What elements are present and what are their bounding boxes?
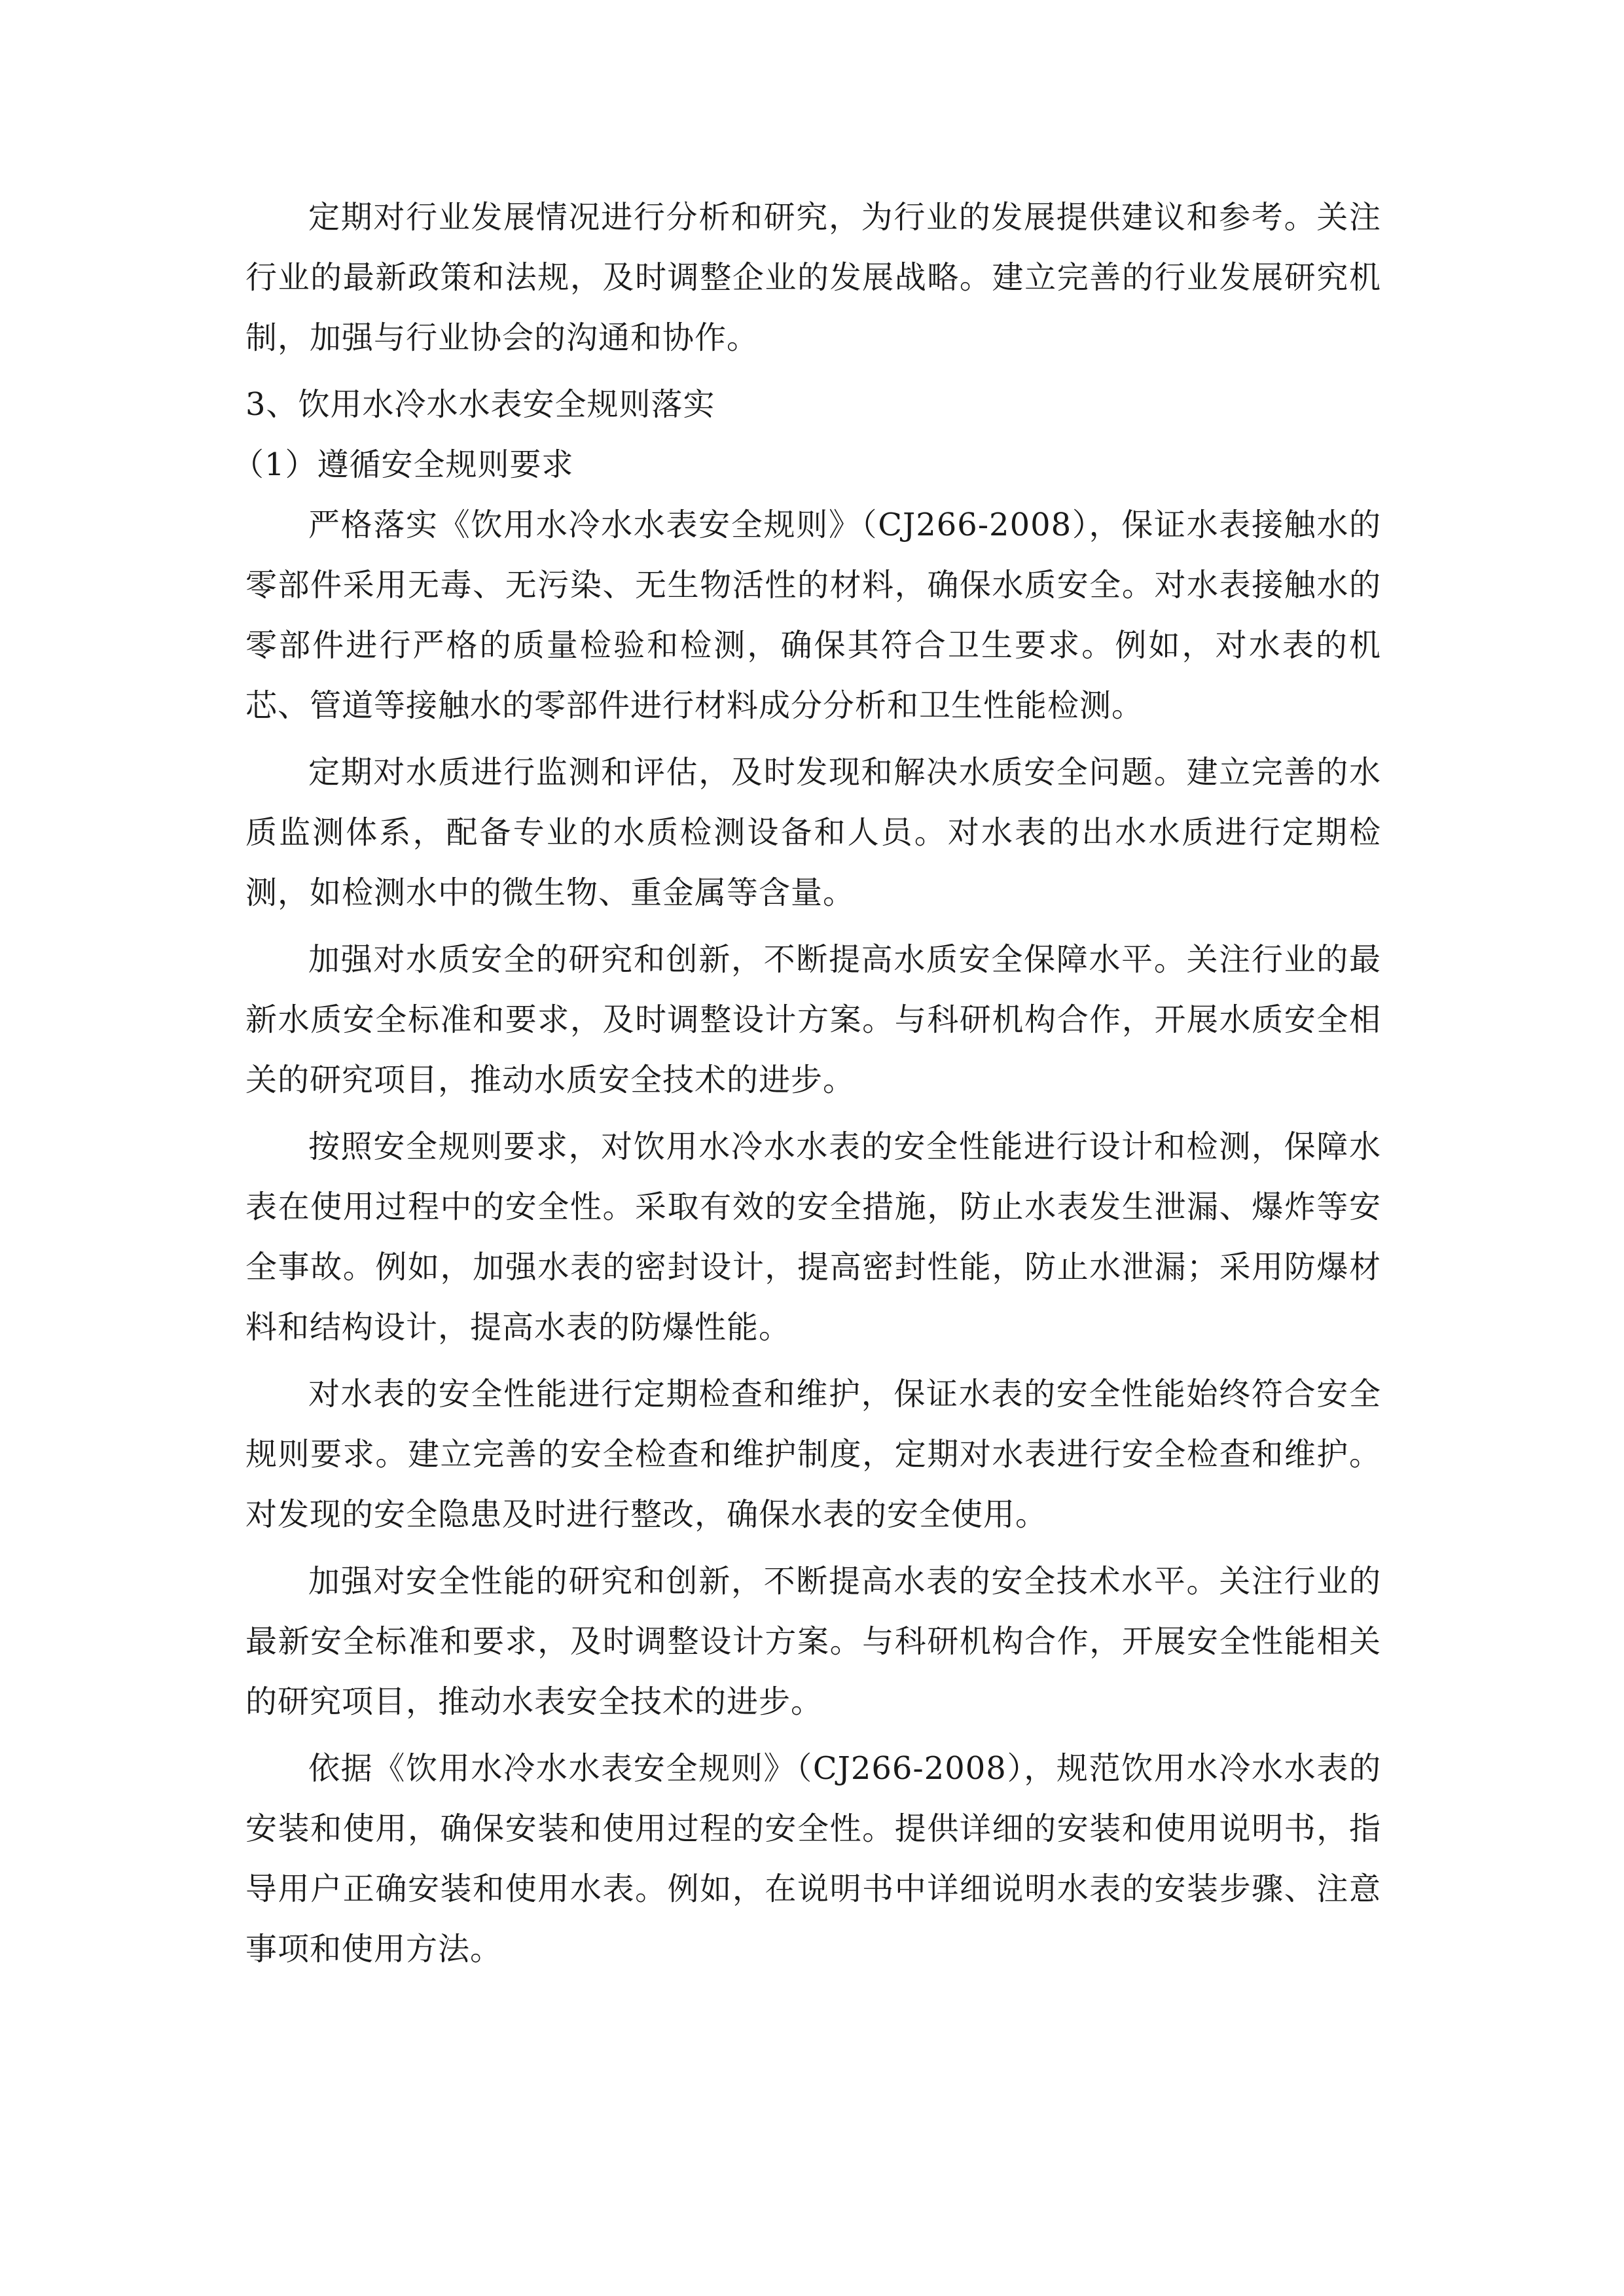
paragraph-water-quality-research: 加强对水质安全的研究和创新，不断提高水质安全保障水平。关注行业的最新水质安全标准和要求，及时调整设计方案。与科研机构合作，开展水质安全相关的研究项目，推动水质安全技术的进步。 xyxy=(245,941,1381,1098)
paragraph-safety-technology-research: 加强对安全性能的研究和创新，不断提高水表的安全技术水平。关注行业的最新安全标准和要求，及时调整设计方案。与科研机构合作，开展安全性能相关的研究项目，推动水表安全技术的进步。 xyxy=(245,1563,1381,1720)
document-body xyxy=(232,187,1381,1986)
paragraph-water-quality-monitoring: 定期对水质进行监测和评估，及时发现和解决水质安全问题。建立完善的水质监测体系，配备专业的水质检测设备和人员。对水表的出水水质进行定期检测，如检测水中的微生物、重金属等含量。 xyxy=(245,754,1381,911)
paragraph-industry-research: 定期对行业发展情况进行分析和研究，为行业的发展提供建议和参考。关注行业的最新政策和法规，及时调整企业的发展战略。建立完善的行业发展研究机制，加强与行业协会的沟通和协作。 xyxy=(245,199,1381,356)
paragraph-safety-performance-design: 按照安全规则要求，对饮用水冷水水表的安全性能进行设计和检测，保障水表在使用过程中的安全性。采取有效的安全措施，防止水表发生泄漏、爆炸等安全事故。例如，加强水表的密封设计，提高密封性能，防止水泄漏；采用防爆材料和结构设计，提高水表的防爆性能。 xyxy=(245,1128,1381,1346)
paragraph-safety-inspection: 对水表的安全性能进行定期检查和维护，保证水表的安全性能始终符合安全规则要求。建立完善的安全检查和维护制度，定期对水表进行安全检查和维护。对发现的安全隐患及时进行整改，确保水表的安全使用。 xyxy=(245,1376,1381,1533)
paragraph-material-safety: 严格落实《饮用水冷水水表安全规则》（CJ266-2008），保证水表接触水的零部件采用无毒、无污染、无生物活性的材料，确保水质安全。对水表接触水的零部件进行严格的质量检验和检测，确保其符合卫生要求。例如，对水表的机芯、管道等接触水的零部件进行材料成分分析和卫生性能检测。 xyxy=(245,507,1381,724)
paragraph-installation-usage: 依据《饮用水冷水水表安全规则》（CJ266-2008），规范饮用水冷水水表的安装和使用，确保安装和使用过程的安全性。提供详细的安装和使用说明书，指导用户正确安装和使用水表。例如，在说明书中详细说明水表的安装步骤、注意事项和使用方法。 xyxy=(245,1750,1381,1967)
subsection-heading-follow-rules: （1）遵循安全规则要求 xyxy=(232,446,574,483)
section-heading-safety-rules: 3、饮用水冷水水表安全规则落实 xyxy=(245,386,715,423)
